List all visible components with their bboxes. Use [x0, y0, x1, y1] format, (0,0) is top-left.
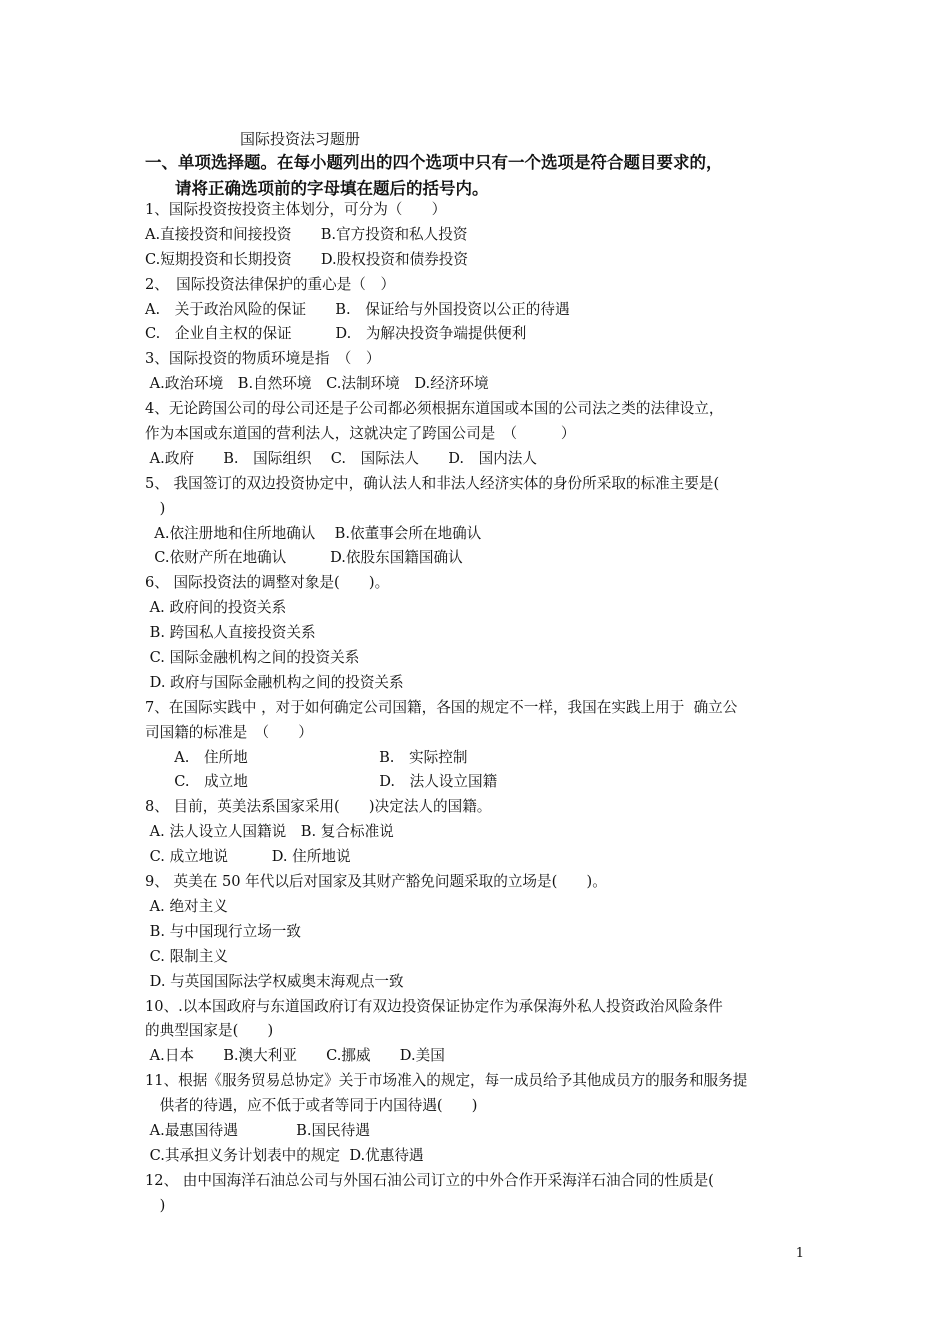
- document-line: 4、无论跨国公司的母公司还是子公司都必须根据东道国或本国的公司法之类的法律设立，: [145, 400, 724, 418]
- document-line: A.直接投资和间接投资 B.官方投资和私人投资: [145, 225, 468, 243]
- document-line: 11、根据《服务贸易总协定》关于市场准入的规定，每一成员给予其他成员方的服务和服务提: [145, 1072, 748, 1090]
- document-line: 6、 国际投资法的调整对象是( )。: [145, 574, 390, 592]
- document-line: 司国籍的标准是 （ ）: [145, 723, 313, 741]
- document-line: D. 与英国国际法学权威奥末海观点一致: [145, 972, 404, 990]
- document-line: D. 政府与国际金融机构之间的投资关系: [145, 673, 404, 691]
- document-line: A.依注册地和住所地确认 B.依董事会所在地确认: [145, 524, 482, 542]
- document-line: A. 绝对主义: [145, 897, 228, 915]
- document-line: C. 限制主义: [145, 947, 228, 965]
- document-line: 9、 英美在 50 年代以后对国家及其财产豁免问题采取的立场是( )。: [145, 873, 607, 891]
- document-line: C.短期投资和长期投资 D.股权投资和债券投资: [145, 250, 468, 268]
- document-line: 1、国际投资按投资主体划分，可分为（ ）: [145, 201, 447, 218]
- document-line: A. 法人设立人国籍说 B. 复合标准说: [145, 823, 394, 841]
- question-list: [145, 198, 815, 1219]
- document-line: 7、在国际实践中 ，对于如何确定公司国籍，各国的规定不一样，我国在实践上用于 确立公: [145, 698, 738, 716]
- section-heading: [145, 150, 825, 202]
- document-line: A. 住所地 B. 实际控制: [145, 748, 468, 766]
- document-line: C. 成立地说 D. 住所地说: [145, 848, 351, 866]
- document-line: 8、 目前，英美法系国家采用( )决定法人的国籍。: [145, 798, 492, 816]
- document-line: 作为本国或东道国的营利法人，这就决定了跨国公司是 （ ）: [145, 425, 576, 443]
- document-line: A.日本 B.澳大利亚 C.挪威 D.美国: [145, 1047, 445, 1065]
- document-line: A. 关于政治风险的保证 B. 保证给与外国投资以公正的待遇: [145, 300, 570, 318]
- document-line: B. 与中国现行立场一致: [145, 922, 301, 940]
- document-line: 12、 由中国海洋石油总公司与外国石油公司订立的中外合作开采海洋石油合同的性质是(: [145, 1171, 714, 1189]
- document-line: 5、 我国签订的双边投资协定中，确认法人和非法人经济实体的身份所采取的标准主要是(: [145, 474, 720, 492]
- document-line: C. 成立地 D. 法人设立国籍: [145, 773, 498, 791]
- document-line: B. 跨国私人直接投资关系: [145, 624, 316, 642]
- document-line: 供者的待遇，应不低于或者等同于内国待遇( ): [145, 1097, 478, 1115]
- document-line: C.依财产所在地确认 D.依股东国籍国确认: [145, 549, 463, 567]
- document-line: 的典型国家是( ): [145, 1022, 274, 1040]
- document-line: A. 政府间的投资关系: [145, 599, 287, 617]
- document-line: ): [145, 1196, 166, 1214]
- document-line: 10、.以本国政府与东道国政府订有双边投资保证协定作为承保海外私人投资政治风险条件: [145, 997, 723, 1015]
- document-line: 2、 国际投资法律保护的重心是（ ）: [145, 275, 396, 293]
- document-line: ): [145, 499, 166, 517]
- document-line: A.最惠国待遇 B.国民待遇: [145, 1121, 370, 1139]
- document-line: C. 国际金融机构之间的投资关系: [145, 649, 360, 667]
- document-line: C.其承担义务计划表中的规定 D.优惠待遇: [145, 1146, 424, 1164]
- section-heading-line-1: 一、单项选择题。在每小题列出的四个选项中只有一个选项是符合题目要求的，: [145, 153, 723, 172]
- document-title: 国际投资法习题册: [240, 130, 361, 148]
- page-number: 1: [795, 1246, 804, 1261]
- document-line: 3、国际投资的物质环境是指 （ ）: [145, 350, 381, 368]
- document-line: A.政治环境 B.自然环境 C.法制环境 D.经济环境: [145, 375, 489, 393]
- document-line: C. 企业自主权的保证 D. 为解决投资争端提供便利: [145, 325, 527, 343]
- section-heading-line-2: 请将正确选项前的字母填在题后的括号内。: [175, 179, 489, 198]
- document-line: A.政府 B. 国际组织 C. 国际法人 D. 国内法人: [145, 449, 537, 467]
